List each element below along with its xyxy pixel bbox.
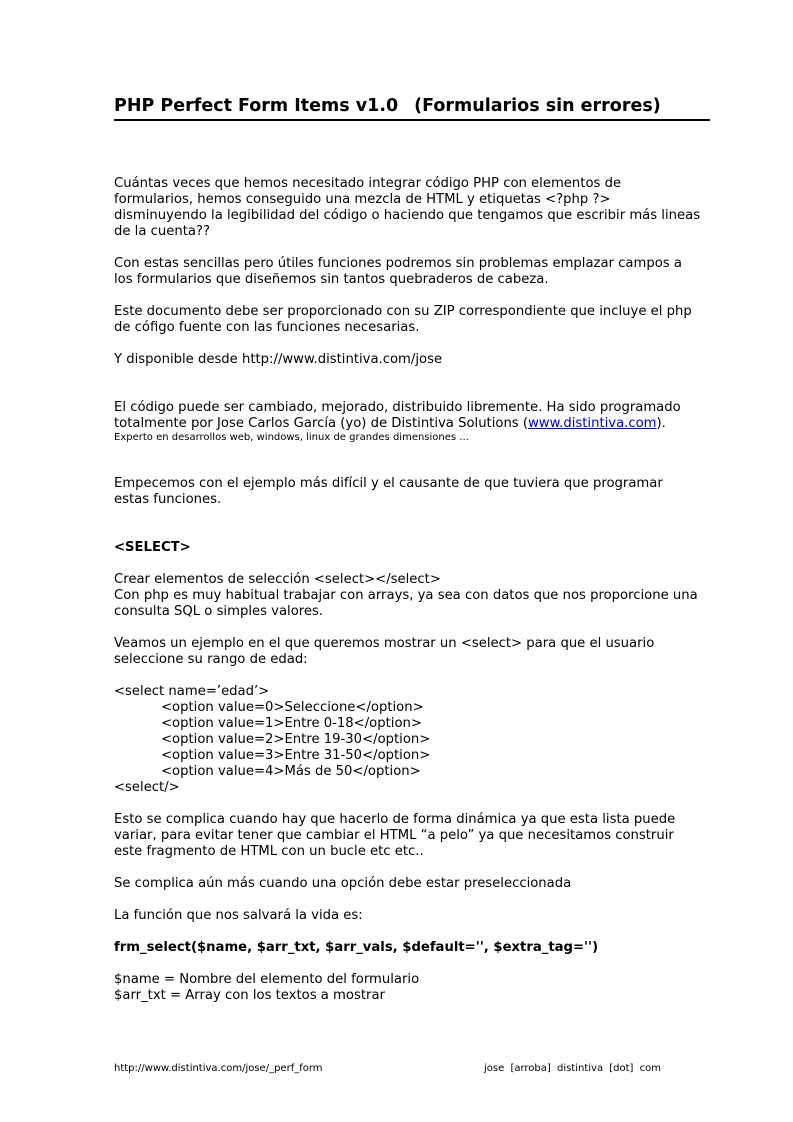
page-title [114,95,710,121]
credits-note: Experto en desarrollos web, windows, linux de grandes dimensiones ... [114,432,469,443]
section-line: Con php es muy habitual trabajar con arrays, ya sea con datos que nos proporcione una [114,588,698,603]
code-option-line: <option value=2>Entre 19-30</option> [161,732,431,747]
title-sub: (Formularios sin errores) [414,96,661,116]
param-line: $name = Nombre del elemento del formulario [114,972,420,987]
intro-line: disminuyendo la legibilidad del código o haciendo que tengamos que escribir más lineas [114,208,701,223]
section-line: consulta SQL o simples valores. [114,604,324,619]
intro-line: formularios, hemos conseguido una mezcla de HTML y etiquetas <?php ?> [114,192,611,207]
section-line: seleccione su rango de edad: [114,652,308,667]
code-option-line: <option value=0>Seleccione</option> [161,700,424,715]
intro-line: Con estas sencillas pero útiles funciones podremos sin problemas emplazar campos a [114,256,682,271]
code-line: <select/> [114,780,180,795]
footer-email: jose [arroba] distintiva [dot] com [484,1063,661,1074]
credits-line [114,416,714,432]
credits-line: El código puede ser cambiado, mejorado, distribuido libremente. Ha sido programado [114,400,681,415]
example-intro-line: Empecemos con el ejemplo más difícil y el causante de que tuviera que programar [114,476,663,491]
footer-url: http://www.distintiva.com/jose/_perf_form [114,1063,323,1074]
intro-line: Cuántas veces que hemos necesitado integrar código PHP con elementos de [114,176,622,191]
distintiva-link[interactable]: www.distintiva.com [528,416,657,431]
document-body [114,176,714,1004]
code-example [114,684,714,796]
intro-line: Este documento debe ser proporcionado con su ZIP correspondiente que incluye el php [114,304,692,319]
section-line: este fragmento de HTML con un bucle etc etc.. [114,844,424,859]
section-line: Veamos un ejemplo en el que queremos mostrar un <select> para que el usuario [114,636,655,651]
section-line: variar, para evitar tener que cambiar el HTML “a pelo” ya que necesitamos construir [114,828,674,843]
section-heading: <SELECT> [114,540,191,555]
availability-line: Y disponible desde http://www.distintiva.com/jose [114,352,443,367]
code-option-line: <option value=1>Entre 0-18</option> [161,716,422,731]
param-line: $arr_txt = Array con los textos a mostrar [114,988,385,1003]
intro-line: de la cuenta?? [114,224,210,239]
title-main: PHP Perfect Form Items v1.0 [114,96,399,116]
code-line: <select name=’edad’> [114,684,270,699]
section-line: Se complica aún más cuando una opción debe estar preseleccionada [114,876,572,891]
credits-text-end: ). [656,416,666,431]
section-line: La función que nos salvará la vida es: [114,908,363,923]
example-intro-line: estas funciones. [114,492,222,507]
function-signature: frm_select($name, $arr_txt, $arr_vals, $default='', $extra_tag='') [114,940,599,955]
section-line: Crear elementos de selección <select></select> [114,572,441,587]
credits-text: totalmente por Jose Carlos García (yo) de Distintiva Solutions ( [114,416,529,431]
intro-line: de cófigo fuente con las funciones necesarias. [114,320,420,335]
intro-line: los formularios que diseñemos sin tantos quebraderos de cabeza. [114,272,549,287]
code-option-line: <option value=3>Entre 31-50</option> [161,748,431,763]
code-option-line: <option value=4>Más de 50</option> [161,764,421,779]
section-line: Esto se complica cuando hay que hacerlo de forma dinámica ya que esta lista puede [114,812,676,827]
